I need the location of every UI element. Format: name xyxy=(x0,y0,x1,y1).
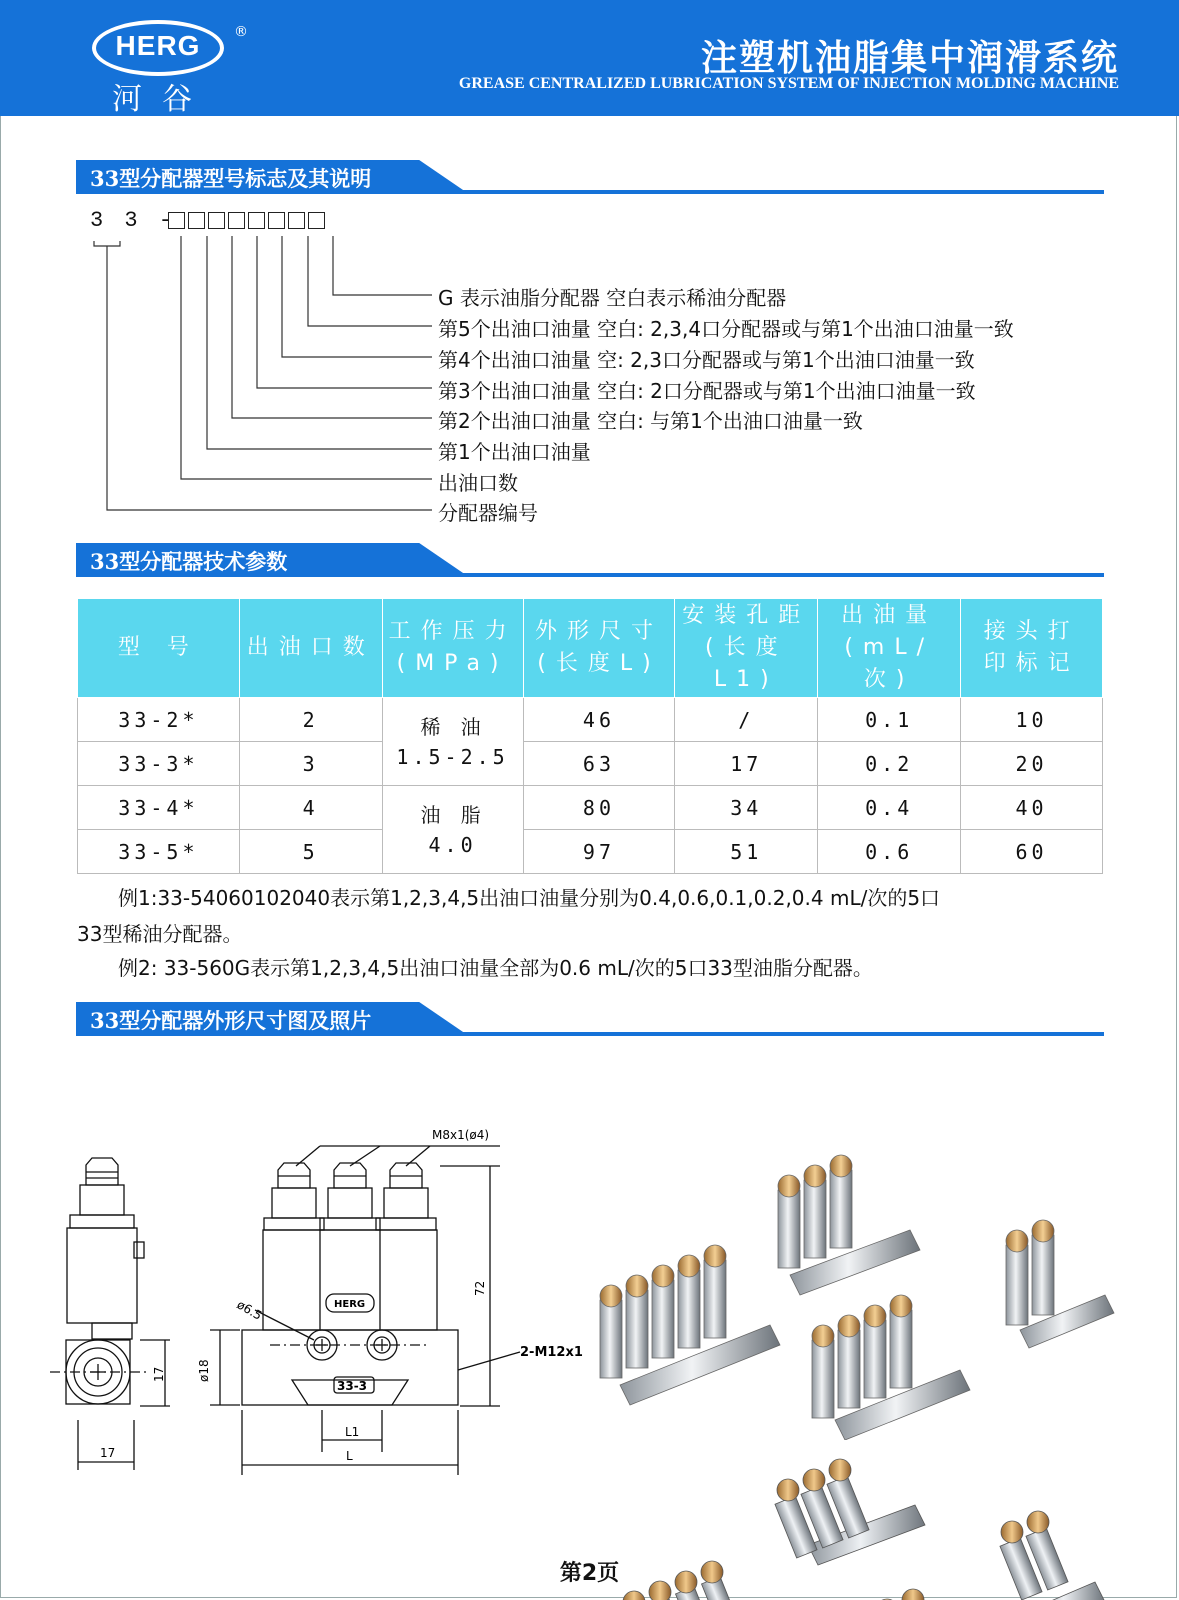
side-view xyxy=(50,1158,170,1470)
example-1-line-2: 33型稀油分配器。 xyxy=(77,922,243,946)
section-title: 33型分配器型号标志及其说明 xyxy=(90,166,372,191)
header-pressure: 工作压力 (MPa) xyxy=(382,599,523,698)
header-hole: 安装孔距 (长度L1) xyxy=(675,599,818,698)
table-row: 33-2* 2 稀 油 1.5-2.5 46 / 0.1 10 xyxy=(78,698,1103,742)
model-code-prefix: 3 3 - xyxy=(90,208,177,233)
dim-72: 72 xyxy=(473,1280,487,1296)
logo-chinese: 河谷 xyxy=(112,82,212,117)
hole-dia-label: ø6.5 xyxy=(234,1297,265,1323)
product-photos xyxy=(590,1150,990,1440)
dim-L1: L1 xyxy=(345,1425,360,1439)
explanation-outlet5: 第5个出油口油量 空白: 2,3,4口分配器或与第1个出油口油量一致 xyxy=(438,317,1014,341)
explanation-outlet-count: 出油口数 xyxy=(438,471,518,495)
product-photo-3-outlet-top xyxy=(775,1459,925,1565)
header-size: 外形尺寸 (长度L) xyxy=(523,599,675,698)
logo-text: HERG xyxy=(115,30,201,61)
explanation-outlet3: 第3个出油口油量 空白: 2口分配器或与第1个出油口油量一致 xyxy=(438,379,976,403)
thread-side-label: 2-M12x1 xyxy=(520,1345,583,1360)
header-volume: 出油量 (mL/次) xyxy=(818,599,961,698)
explanation-outlet1: 第1个出油口油量 xyxy=(438,440,591,464)
pressure-oil-cell: 稀 油 1.5-2.5 xyxy=(382,698,523,786)
header-model: 型 号 xyxy=(78,599,240,698)
dim-17-horizontal: 17 xyxy=(100,1446,116,1460)
body-mark: 33-3 xyxy=(337,1379,368,1393)
table-row: 33-5* 5 97 51 0.6 60 xyxy=(78,830,1103,874)
photo-5-outlet xyxy=(600,1245,780,1405)
explanation-g: G 表示油脂分配器 空白表示稀油分配器 xyxy=(438,286,787,310)
example-1-line-1: 例1:33-54060102040表示第1,2,3,4,5出油口油量分别为0.4,0.6,0.1,0.2,0.4 mL/次的5口 xyxy=(118,886,941,910)
page-title: 注塑机油脂集中润滑系统 xyxy=(700,37,1119,79)
product-photo-2-outlet xyxy=(1000,1215,1120,1355)
section-title: 33型分配器技术参数 xyxy=(90,549,288,574)
table-row: 33-3* 3 63 17 0.2 20 xyxy=(78,742,1103,786)
body-logo: HERG xyxy=(334,1299,366,1310)
product-photo-4-outlet-bottom xyxy=(823,1589,980,1600)
header-mark: 接头打 印标记 xyxy=(961,599,1103,698)
page-subtitle: GREASE CENTRALIZED LUBRICATION SYSTEM OF INJECTION MOLDING MACHINE xyxy=(458,75,1119,92)
dim-17-vertical: 17 xyxy=(152,1366,166,1382)
table-row: 33-4* 4 油 脂 4.0 80 34 0.4 40 xyxy=(78,786,1103,830)
dim-18: ø18 xyxy=(197,1359,211,1382)
explanation-outlet4: 第4个出油口油量 空: 2,3口分配器或与第1个出油口油量一致 xyxy=(438,348,975,372)
photo-4-outlet xyxy=(812,1295,970,1440)
pressure-grease-cell: 油 脂 4.0 xyxy=(382,786,523,874)
thread-top-label: M8x1(ø4) xyxy=(432,1128,490,1142)
photo-3-outlet xyxy=(778,1155,920,1295)
dim-L: L xyxy=(346,1449,353,1463)
section-title: 33型分配器外形尺寸图及照片 xyxy=(90,1008,372,1033)
registered-mark: ® xyxy=(234,24,248,40)
page-number: 第2页 xyxy=(559,1561,620,1586)
header-outlets: 出油口数 xyxy=(239,599,382,698)
example-2: 例2: 33-560G表示第1,2,3,4,5出油口油量全部为0.6 mL/次的5口33型油脂分配器。 xyxy=(118,956,873,980)
explanation-series: 分配器编号 xyxy=(438,501,538,525)
explanation-outlet2: 第2个出油口油量 空白: 与第1个出油口油量一致 xyxy=(438,409,863,433)
